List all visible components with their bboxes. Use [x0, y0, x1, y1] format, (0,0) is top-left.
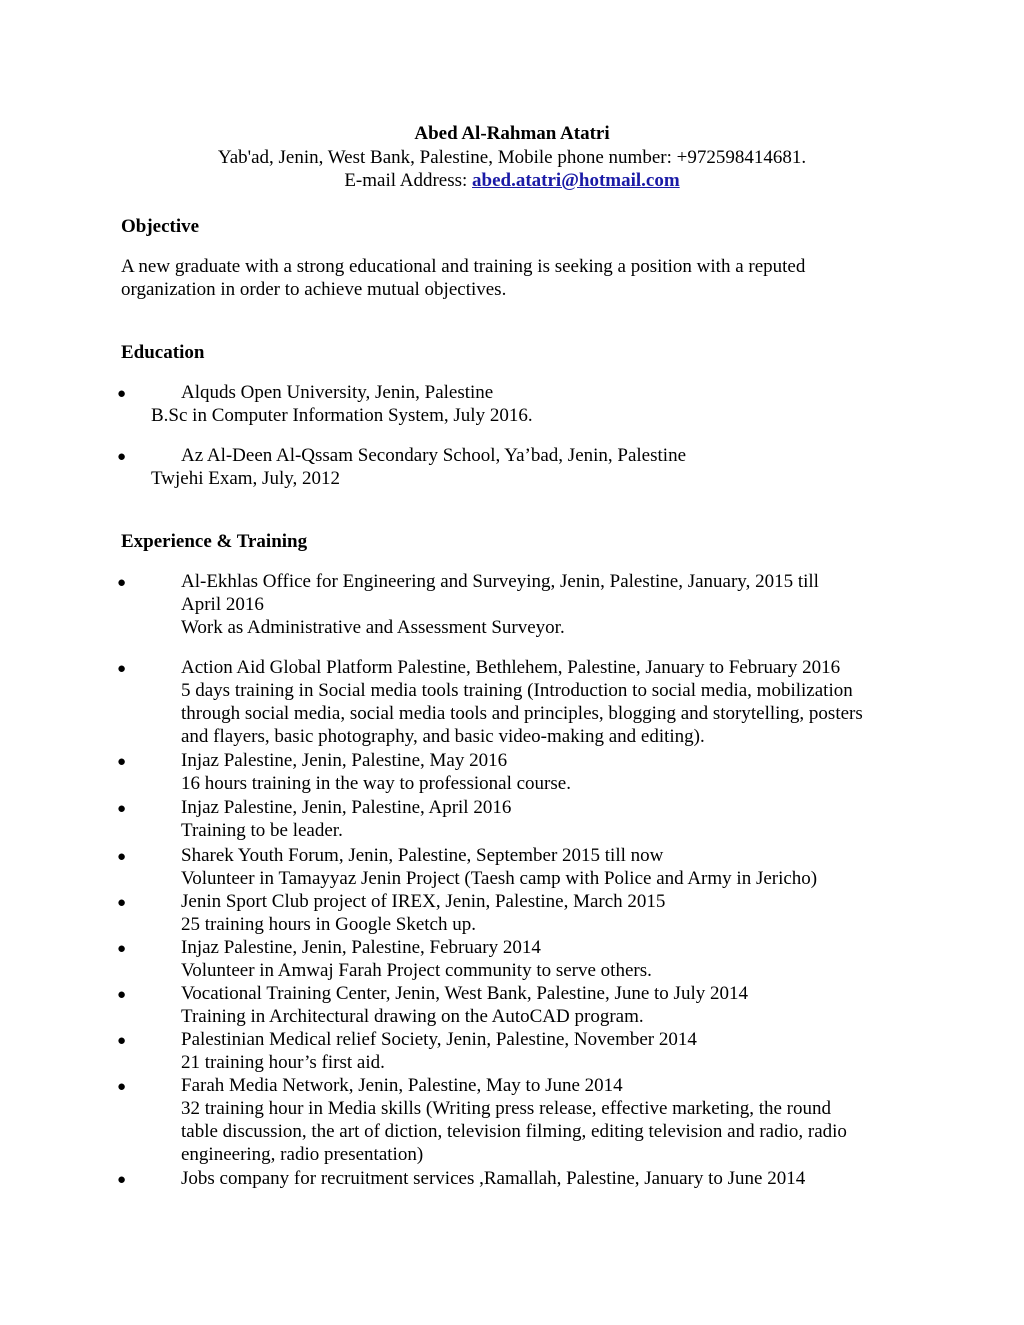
experience-item-line: April 2016 [181, 594, 264, 615]
bullet-icon: ● [117, 801, 127, 817]
experience-item-line: Injaz Palestine, Jenin, Palestine, May 2016 [181, 750, 508, 771]
experience-item-line: table discussion, the art of diction, television filming, editing television and radio, radio [181, 1121, 847, 1142]
bullet-icon: ● [117, 1172, 127, 1188]
experience-item-line: Training to be leader. [181, 820, 343, 841]
bullet-icon: ● [117, 849, 127, 865]
objective-heading: Objective [121, 216, 200, 237]
experience-item-line: 21 training hour’s first aid. [181, 1052, 385, 1073]
bullet-icon: ● [117, 661, 127, 677]
experience-item-line: Injaz Palestine, Jenin, Palestine, April 2016 [181, 797, 512, 818]
experience-item-line: and flayers, basic photography, and basic video-making and editing). [181, 726, 705, 747]
objective-line: organization in order to achieve mutual objectives. [121, 279, 507, 300]
bullet-icon: ● [117, 1079, 127, 1095]
bullet-icon: ● [117, 1033, 127, 1049]
education-item-title: Alquds Open University, Jenin, Palestine [181, 382, 494, 403]
bullet-icon: ● [117, 941, 127, 957]
bullet-icon: ● [117, 386, 127, 402]
experience-item [181, 1074, 911, 1166]
experience-item-line: Farah Media Network, Jenin, Palestine, May to June 2014 [181, 1075, 623, 1096]
experience-item-line: Work as Administrative and Assessment Surveyor. [181, 617, 565, 638]
experience-item [181, 936, 911, 982]
experience-item [181, 1028, 911, 1074]
email-link[interactable]: abed.atatri@hotmail.com [472, 170, 680, 191]
experience-item [181, 656, 911, 748]
resume-name: Abed Al-Rahman Atatri [414, 123, 610, 144]
objective-line: A new graduate with a strong educational and training is seeking a position with a reputed [121, 256, 806, 277]
experience-heading: Experience & Training [121, 531, 308, 552]
experience-item-line: Vocational Training Center, Jenin, West Bank, Palestine, June to July 2014 [181, 983, 748, 1004]
experience-item-line: 25 training hours in Google Sketch up. [181, 914, 476, 935]
experience-item-line: Jobs company for recruitment services ,Ramallah, Palestine, January to June 2014 [181, 1168, 806, 1189]
experience-item-line: Volunteer in Amwaj Farah Project community to serve others. [181, 960, 652, 981]
experience-item [181, 844, 911, 890]
education-item-detail: B.Sc in Computer Information System, July 2016. [151, 405, 533, 426]
email-label: E-mail Address: [344, 170, 473, 191]
experience-item [181, 749, 911, 795]
experience-item [181, 890, 911, 936]
experience-item-line: engineering, radio presentation) [181, 1144, 424, 1165]
bullet-icon: ● [117, 449, 127, 465]
bullet-icon: ● [117, 754, 127, 770]
bullet-icon: ● [117, 895, 127, 911]
experience-item-line: 16 hours training in the way to professional course. [181, 773, 571, 794]
experience-item-line: through social media, social media tools and principles, blogging and storytelling, posters [181, 703, 863, 724]
contact-address-line: Yab'ad, Jenin, West Bank, Palestine, Mobile phone number: +972598414681. [217, 147, 807, 168]
experience-item-line: Sharek Youth Forum, Jenin, Palestine, September 2015 till now [181, 845, 664, 866]
experience-item-line: Palestinian Medical relief Society, Jenin, Palestine, November 2014 [181, 1029, 697, 1050]
experience-item [181, 1167, 911, 1190]
experience-item-line: Injaz Palestine, Jenin, Palestine, February 2014 [181, 937, 541, 958]
education-item-detail: Twjehi Exam, July, 2012 [151, 468, 340, 489]
experience-item-line: Jenin Sport Club project of IREX, Jenin, Palestine, March 2015 [181, 891, 666, 912]
experience-item [181, 570, 911, 639]
experience-item-line: 32 training hour in Media skills (Writing press release, effective marketing, the round [181, 1098, 831, 1119]
bullet-icon: ● [117, 575, 127, 591]
bullet-icon: ● [117, 987, 127, 1003]
experience-item [181, 982, 911, 1028]
contact-email-line [0, 169, 1024, 192]
experience-item-line: Action Aid Global Platform Palestine, Bethlehem, Palestine, January to February 2016 [181, 657, 841, 678]
education-item-title: Az Al-Deen Al-Qssam Secondary School, Ya’bad, Jenin, Palestine [181, 445, 687, 466]
experience-item-line: 5 days training in Social media tools training (Introduction to social media, mobilization [181, 680, 853, 701]
education-heading: Education [121, 342, 205, 363]
experience-item-line: Training in Architectural drawing on the AutoCAD program. [181, 1006, 644, 1027]
experience-item [181, 796, 911, 842]
experience-item-line: Volunteer in Tamayyaz Jenin Project (Taesh camp with Police and Army in Jericho) [181, 868, 818, 889]
experience-item-line: Al-Ekhlas Office for Engineering and Surveying, Jenin, Palestine, January, 2015 till [181, 571, 819, 592]
